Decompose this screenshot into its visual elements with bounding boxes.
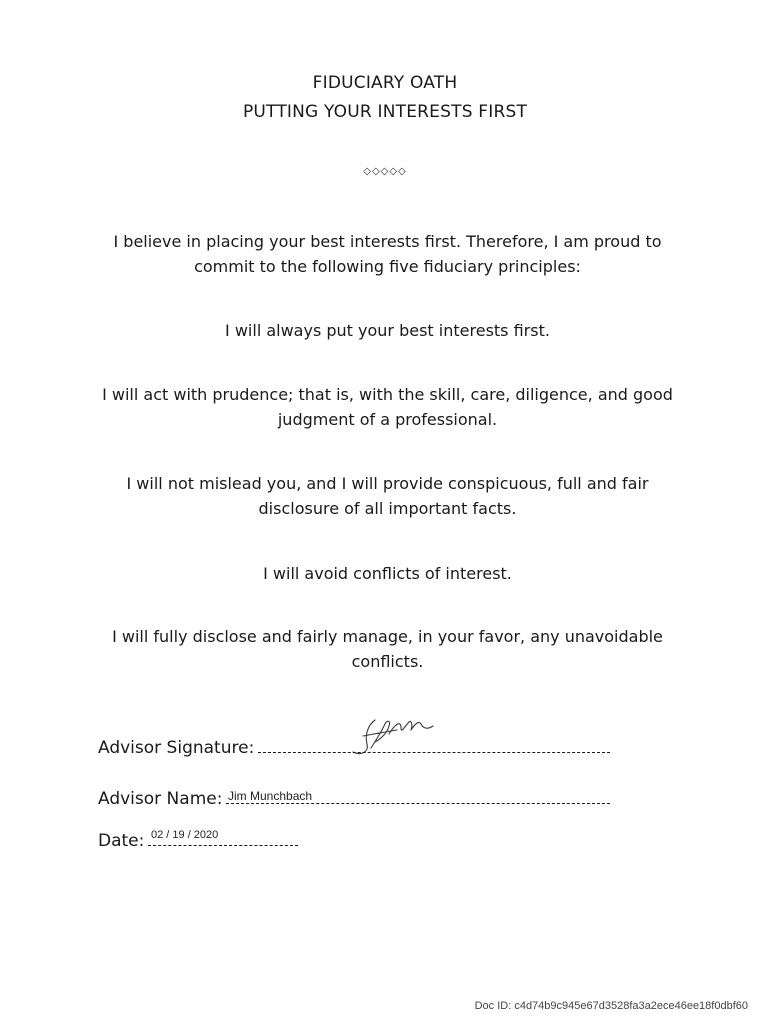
- name-line[interactable]: [226, 789, 610, 804]
- principle-3: I will not mislead you, and I will provide conspicuous, full and fair disclosure of all important facts.: [126, 474, 649, 518]
- signature-line[interactable]: [258, 738, 610, 753]
- advisor-name-value[interactable]: Jim Munchbach: [228, 789, 313, 803]
- date-label: Date:: [98, 831, 145, 851]
- document-title: FIDUCIARY OATH: [312, 73, 458, 93]
- advisor-name-field[interactable]: [98, 789, 610, 809]
- advisor-name-label: Advisor Name:: [98, 789, 223, 809]
- diamond-ornament-icon: ◇◇◇◇◇: [363, 166, 407, 177]
- intro-paragraph: I believe in placing your best interests first. Therefore, I am proud to commit to the following five fiduciary principles:: [113, 232, 662, 276]
- principle-1: I will always put your best interests first.: [225, 321, 550, 340]
- date-line[interactable]: [148, 831, 298, 846]
- principle-2: I will act with prudence; that is, with the skill, care, diligence, and good judgment of a professional.: [102, 385, 673, 429]
- advisor-signature-label: Advisor Signature:: [98, 738, 255, 758]
- advisor-signature-field[interactable]: [98, 738, 610, 758]
- date-field[interactable]: [98, 831, 298, 851]
- doc-id: Doc ID: c4d74b9c945e67d3528fa3a2ece46ee18f0dbf60: [474, 1000, 748, 1012]
- date-value[interactable]: 02 / 19 / 2020: [151, 829, 219, 841]
- principle-5: I will fully disclose and fairly manage, in your favor, any unavoidable conflicts.: [112, 627, 663, 671]
- principle-4: I will avoid conflicts of interest.: [263, 564, 512, 583]
- document-subtitle: PUTTING YOUR INTERESTS FIRST: [242, 102, 528, 122]
